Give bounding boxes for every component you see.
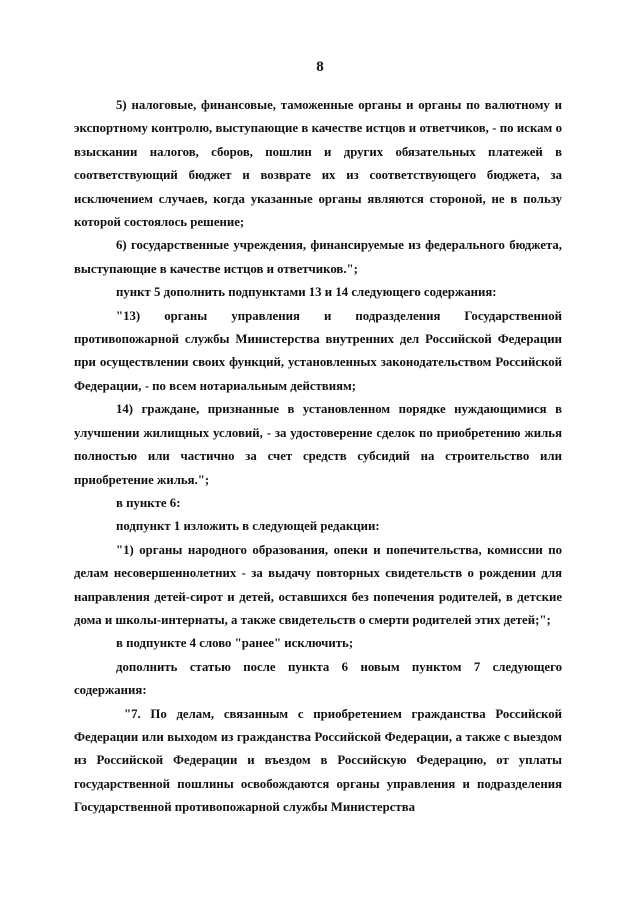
paragraph-subpoint-14: 14) граждане, признанные в установленном порядке нуждающимися в улучшении жилищных условий, - за удостоверение сделок по приобретению жилья полностью или частично за счет средств субсидий на строительство или приобретение жилья."; <box>74 402 562 487</box>
page-number: 8 <box>316 59 324 75</box>
paragraph-subpoint-4-amendment: в подпункте 4 слово "ранее" исключить; <box>116 636 354 651</box>
paragraph-point-7-text: "7. По делам, связанным с приобретением гражданства Российской Федерации или выходом из гражданства Российской Федерации, а также с выездом из Российской Федерации и въездом в Российскую Федерацию, от уплаты государственной пошлины освобождаются органы управления и подразделения Государственной противопожарной службы Министерства <box>74 706 562 815</box>
paragraph-new-point-7-amendment: дополнить статью после пункта 6 новым пунктом 7 следующего содержания: <box>74 659 562 698</box>
paragraph-subpoint-1-text: "1) органы народного образования, опеки и попечительства, комиссии по делам несовершеннолетних - за выдачу повторных свидетельств о рождении для направления детей-сирот и детей, оставшихся без попечения родителей, в детские дома и школы-интернаты, а также свидетельств о смерти родителей этих детей;"; <box>74 542 562 627</box>
paragraph-item-5: 5) налоговые, финансовые, таможенные органы и органы по валютному и экспортному контролю, выступающие в качестве истцов и ответчиков, - по искам о взыскании налогов, сборов, пошлин и других обязательных платежей в соответствующий бюджет и возврате их из соответствующего бюджета, за исключением случаев, когда указанные органы являются стороной, не в пользу которой состоялось решение; <box>74 98 562 230</box>
paragraph-item-6: 6) государственные учреждения, финансируемые из федерального бюджета, выступающие в качестве истцов и ответчиков."; <box>74 238 562 276</box>
paragraph-point-6-heading: в пункте 6: <box>116 495 181 510</box>
paragraph-subpoint-1-amendment: подпункт 1 изложить в следующей редакции: <box>116 519 380 534</box>
paragraph-point-5-amendment: пункт 5 дополнить подпунктами 13 и 14 следующего содержания: <box>116 285 497 300</box>
paragraph-subpoint-13: "13) органы управления и подразделения Государственной противопожарной службы Министерства внутренних дел Российской Федерации при осуществлении своих функций, установленных законодательством Российской Федерации, - по всем нотариальным действиям; <box>74 308 562 393</box>
document-body <box>74 94 562 820</box>
